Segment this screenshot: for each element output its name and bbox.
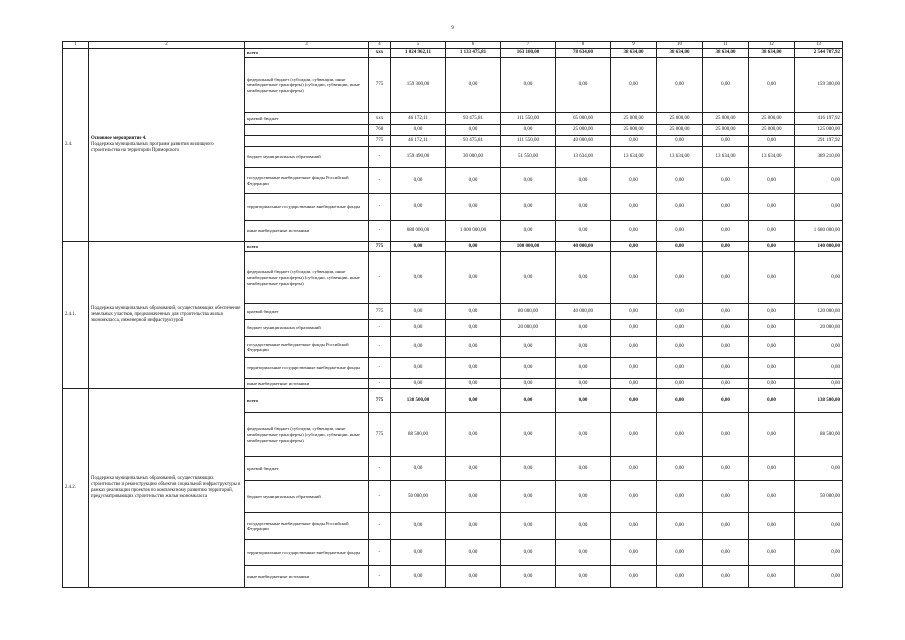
budget-code: - <box>369 379 391 389</box>
amount-cell: 0,00 <box>391 252 446 304</box>
amount-cell: 0,00 <box>391 304 446 320</box>
amount-cell: 0,00 <box>703 540 749 566</box>
amount-cell: 0,00 <box>556 252 611 304</box>
amount-cell: 291 197,92 <box>795 136 843 147</box>
amount-cell: 0,00 <box>501 513 556 540</box>
budget-code: 775 <box>369 304 391 320</box>
amount-cell: 0,00 <box>657 389 703 413</box>
amount-cell: 0,00 <box>749 168 795 194</box>
amount-cell: 0,00 <box>795 194 843 221</box>
amount-cell: 0,00 <box>391 540 446 566</box>
amount-cell: 0,00 <box>703 320 749 337</box>
funding-source: иные внебюджетные источники <box>245 566 369 588</box>
budget-code: ххх <box>369 113 391 125</box>
amount-cell: 159 490,00 <box>391 147 446 168</box>
amount-cell: 0,00 <box>703 389 749 413</box>
funding-source: федеральный бюджет (субсидии, субвенции, иные межбюджетные трансферты) (субсидии, субвенции, иные межбюджетные трансферты) <box>245 413 369 457</box>
amount-cell: 0,00 <box>749 252 795 304</box>
amount-cell: 0,00 <box>446 242 501 252</box>
amount-cell: 0,00 <box>611 242 657 252</box>
budget-code: - <box>369 566 391 588</box>
item-title-cell <box>89 48 245 241</box>
amount-cell: 120 000,00 <box>795 304 843 320</box>
budget-code: - <box>369 252 391 304</box>
amount-cell: 0,00 <box>501 125 556 136</box>
amount-cell: 0,00 <box>446 413 501 457</box>
funding-source <box>245 125 369 136</box>
amount-cell: 0,00 <box>446 513 501 540</box>
header-row <box>63 42 843 49</box>
column-number-6: 6 <box>446 42 501 49</box>
funding-source: иные внебюджетные источники <box>245 379 369 389</box>
item-title-cell <box>89 389 245 588</box>
funding-source: территориальные государственные внебюджетные фонды <box>245 358 369 379</box>
funding-source: территориальные государственные внебюджетные фонды <box>245 194 369 221</box>
amount-cell: 38 634,00 <box>657 48 703 57</box>
amount-cell: 0,00 <box>446 457 501 481</box>
amount-cell: 40 000,00 <box>556 136 611 147</box>
amount-cell: 0,00 <box>446 481 501 513</box>
amount-cell: 0,00 <box>657 513 703 540</box>
amount-cell: 0,00 <box>795 168 843 194</box>
amount-cell: 0,00 <box>501 540 556 566</box>
amount-cell: 0,00 <box>556 194 611 221</box>
amount-cell: 0,00 <box>749 358 795 379</box>
amount-cell: 0,00 <box>795 252 843 304</box>
amount-cell: 0,00 <box>611 413 657 457</box>
amount-cell: 0,00 <box>391 566 446 588</box>
budget-code: - <box>369 358 391 379</box>
amount-cell: 0,00 <box>501 337 556 358</box>
amount-cell: 0,00 <box>657 413 703 457</box>
amount-cell: 0,00 <box>703 194 749 221</box>
amount-cell: 0,00 <box>611 379 657 389</box>
amount-cell: 0,00 <box>501 481 556 513</box>
amount-cell: 0,00 <box>657 566 703 588</box>
amount-cell: 138 500,00 <box>391 389 446 413</box>
amount-cell: 0,00 <box>703 58 749 113</box>
budget-code: 775 <box>369 136 391 147</box>
funding-source: всего <box>245 242 369 252</box>
funding-source: бюджет муниципальных образований <box>245 147 369 168</box>
table-row <box>63 242 843 252</box>
amount-cell: 0,00 <box>501 221 556 242</box>
amount-cell: 20 000,00 <box>501 320 556 337</box>
amount-cell: 0,00 <box>501 58 556 113</box>
amount-cell: 25 000,00 <box>657 113 703 125</box>
amount-cell: 25 000,00 <box>703 125 749 136</box>
amount-cell: 0,00 <box>657 540 703 566</box>
column-number-8: 8 <box>556 42 611 49</box>
amount-cell: 0,00 <box>556 221 611 242</box>
funding-source: краевой бюджет <box>245 113 369 125</box>
amount-cell: 38 634,00 <box>611 48 657 57</box>
amount-cell: 46 172,11 <box>391 113 446 125</box>
item-title: Поддержка муниципальных образований, осуществляющих обеспечение земельных участков, предназначенных для строительства жилья экономкласса, инженерной инфраструктурой <box>91 306 241 324</box>
item-code: 2.4.2. <box>63 389 89 588</box>
amount-cell: 0,00 <box>446 379 501 389</box>
table-row <box>63 389 843 413</box>
item-title-cell <box>89 242 245 389</box>
amount-cell: 0,00 <box>749 413 795 457</box>
amount-cell: 0,00 <box>611 566 657 588</box>
amount-cell: 416 197,92 <box>795 113 843 125</box>
amount-cell: 1 000 000,00 <box>446 221 501 242</box>
budget-code: - <box>369 337 391 358</box>
amount-cell: 0,00 <box>749 337 795 358</box>
amount-cell: 25 000,00 <box>703 113 749 125</box>
amount-cell: 38 634,00 <box>749 48 795 57</box>
amount-cell: 93 475,81 <box>446 113 501 125</box>
amount-cell: 0,00 <box>703 379 749 389</box>
amount-cell: 0,00 <box>749 481 795 513</box>
amount-cell: 50 000,00 <box>391 481 446 513</box>
budget-code: - <box>369 147 391 168</box>
amount-cell: 0,00 <box>611 513 657 540</box>
amount-cell: 13 634,00 <box>556 147 611 168</box>
amount-cell: 0,00 <box>749 389 795 413</box>
amount-cell: 0,00 <box>657 358 703 379</box>
amount-cell: 0,00 <box>795 457 843 481</box>
amount-cell: 0,00 <box>657 136 703 147</box>
amount-cell: 0,00 <box>446 168 501 194</box>
amount-cell: 0,00 <box>446 540 501 566</box>
amount-cell: 159 300,00 <box>795 58 843 113</box>
amount-cell: 13 634,00 <box>749 147 795 168</box>
item-title: Поддержка муниципальных программ развития жилищного строительства на территории Приморского <box>91 142 214 154</box>
funding-source: всего <box>245 48 369 57</box>
budget-code: - <box>369 168 391 194</box>
amount-cell: 0,00 <box>703 457 749 481</box>
amount-cell: 25 000,00 <box>749 113 795 125</box>
amount-cell: 1 024 962,11 <box>391 48 446 57</box>
amount-cell: 1 133 475,81 <box>446 48 501 57</box>
amount-cell: 25 000,00 <box>611 125 657 136</box>
funding-source: территориальные государственные внебюджетные фонды <box>245 540 369 566</box>
funding-source: всего <box>245 389 369 413</box>
amount-cell: 0,00 <box>749 58 795 113</box>
amount-cell: 65 000,00 <box>556 113 611 125</box>
amount-cell: 40 000,00 <box>556 304 611 320</box>
column-number-7: 7 <box>501 42 556 49</box>
amount-cell: 0,00 <box>703 242 749 252</box>
amount-cell: 88 500,00 <box>795 413 843 457</box>
amount-cell: 0,00 <box>556 481 611 513</box>
amount-cell: 13 634,00 <box>657 147 703 168</box>
amount-cell: 0,00 <box>703 136 749 147</box>
amount-cell: 0,00 <box>446 194 501 221</box>
amount-cell: 0,00 <box>703 566 749 588</box>
amount-cell: 88 500,00 <box>391 413 446 457</box>
amount-cell: 0,00 <box>611 304 657 320</box>
amount-cell: 0,00 <box>657 168 703 194</box>
amount-cell: 0,00 <box>556 513 611 540</box>
amount-cell: 125 000,00 <box>795 125 843 136</box>
amount-cell: 0,00 <box>611 481 657 513</box>
amount-cell: 50 000,00 <box>795 481 843 513</box>
budget-code: - <box>369 513 391 540</box>
amount-cell: 0,00 <box>657 252 703 304</box>
amount-cell: 0,00 <box>556 58 611 113</box>
amount-cell: 40 000,00 <box>556 242 611 252</box>
amount-cell: 0,00 <box>391 320 446 337</box>
amount-cell: 0,00 <box>749 457 795 481</box>
amount-cell: 0,00 <box>703 337 749 358</box>
budget-table <box>62 41 843 588</box>
column-number-13: 13 <box>795 42 843 49</box>
amount-cell: 0,00 <box>657 337 703 358</box>
amount-cell: 13 634,00 <box>703 147 749 168</box>
page-number: 9 <box>451 26 454 31</box>
amount-cell: 0,00 <box>446 125 501 136</box>
amount-cell: 20 000,00 <box>795 320 843 337</box>
amount-cell: 25 000,00 <box>749 125 795 136</box>
budget-code: - <box>369 540 391 566</box>
amount-cell: 46 172,11 <box>391 136 446 147</box>
amount-cell: 0,00 <box>611 58 657 113</box>
item-title: Поддержка муниципальных образований, осуществляющих строительство и реконструкцию объектов социальной инфраструктуры в рамках реализации проектов по комплексному развитию территорий, предусматривающих строительство жилья экономкласса <box>91 476 241 500</box>
budget-code: 768 <box>369 125 391 136</box>
amount-cell: 13 634,00 <box>611 147 657 168</box>
amount-cell: 159 300,00 <box>391 58 446 113</box>
amount-cell: 0,00 <box>795 379 843 389</box>
budget-code: 775 <box>369 389 391 413</box>
amount-cell: 0,00 <box>501 358 556 379</box>
amount-cell: 0,00 <box>556 358 611 379</box>
amount-cell: 0,00 <box>703 252 749 304</box>
amount-cell: 0,00 <box>749 540 795 566</box>
amount-cell: 0,00 <box>749 320 795 337</box>
amount-cell: 0,00 <box>795 337 843 358</box>
amount-cell: 0,00 <box>391 457 446 481</box>
amount-cell: 2 544 707,92 <box>795 48 843 57</box>
amount-cell: 0,00 <box>611 320 657 337</box>
amount-cell: 0,00 <box>446 358 501 379</box>
amount-cell: 25 000,00 <box>657 125 703 136</box>
amount-cell: 0,00 <box>611 168 657 194</box>
amount-cell: 0,00 <box>703 358 749 379</box>
budget-code: - <box>369 481 391 513</box>
amount-cell: 0,00 <box>611 457 657 481</box>
amount-cell: 0,00 <box>391 125 446 136</box>
budget-code: ххх <box>369 48 391 57</box>
amount-cell: 80 000,00 <box>501 304 556 320</box>
funding-source: федеральный бюджет (субсидии, субвенции, иные межбюджетные трансферты) (субсидии, субвенции, иные межбюджетные трансферты) <box>245 58 369 113</box>
amount-cell: 0,00 <box>703 513 749 540</box>
column-number-1: 1 <box>63 42 89 49</box>
amount-cell: 0,00 <box>749 194 795 221</box>
amount-cell: 100 000,00 <box>501 242 556 252</box>
amount-cell: 0,00 <box>749 136 795 147</box>
amount-cell: 0,00 <box>703 413 749 457</box>
column-number-4: 4 <box>369 42 391 49</box>
amount-cell: 0,00 <box>501 168 556 194</box>
amount-cell: 0,00 <box>611 221 657 242</box>
amount-cell: 51 550,00 <box>501 147 556 168</box>
funding-source: краевой бюджет <box>245 304 369 320</box>
amount-cell: 0,00 <box>611 252 657 304</box>
amount-cell: 0,00 <box>556 413 611 457</box>
amount-cell: 0,00 <box>611 358 657 379</box>
amount-cell: 0,00 <box>391 513 446 540</box>
amount-cell: 0,00 <box>611 194 657 221</box>
amount-cell: 0,00 <box>556 168 611 194</box>
funding-source: федеральный бюджет (субсидии, субвенции, иные межбюджетные трансферты) (субсидии, субвенции, иные межбюджетные трансферты) <box>245 252 369 304</box>
budget-code: 775 <box>369 58 391 113</box>
funding-source: государственные внебюджетные фонды Российской Федерации <box>245 513 369 540</box>
amount-cell: 0,00 <box>556 389 611 413</box>
amount-cell: 111 550,00 <box>501 136 556 147</box>
item-code: 2.4. <box>63 48 89 241</box>
column-number-12: 12 <box>749 42 795 49</box>
amount-cell: 0,00 <box>657 221 703 242</box>
amount-cell: 0,00 <box>657 379 703 389</box>
funding-source: бюджет муниципальных образований <box>245 320 369 337</box>
amount-cell: 0,00 <box>391 242 446 252</box>
amount-cell: 25 000,00 <box>611 113 657 125</box>
amount-cell: 111 550,00 <box>501 113 556 125</box>
budget-code: - <box>369 194 391 221</box>
amount-cell: 0,00 <box>611 540 657 566</box>
amount-cell: 0,00 <box>657 304 703 320</box>
funding-source: краевой бюджет <box>245 457 369 481</box>
amount-cell: 0,00 <box>446 337 501 358</box>
funding-source: бюджет муниципальных образований <box>245 481 369 513</box>
amount-cell: 0,00 <box>501 413 556 457</box>
amount-cell: 0,00 <box>657 457 703 481</box>
amount-cell: 0,00 <box>611 337 657 358</box>
amount-cell: 0,00 <box>795 540 843 566</box>
amount-cell: 140 000,00 <box>795 242 843 252</box>
amount-cell: 389 210,00 <box>795 147 843 168</box>
table-row <box>63 48 843 57</box>
amount-cell: 0,00 <box>703 481 749 513</box>
amount-cell: 0,00 <box>703 221 749 242</box>
amount-cell: 0,00 <box>446 304 501 320</box>
amount-cell: 0,00 <box>446 320 501 337</box>
amount-cell: 138 500,00 <box>795 389 843 413</box>
amount-cell: 0,00 <box>391 358 446 379</box>
budget-code: - <box>369 457 391 481</box>
amount-cell: 0,00 <box>749 513 795 540</box>
amount-cell: 0,00 <box>446 566 501 588</box>
amount-cell: 163 100,00 <box>501 48 556 57</box>
column-number-10: 10 <box>657 42 703 49</box>
budget-code: 775 <box>369 242 391 252</box>
budget-code: 775 <box>369 413 391 457</box>
amount-cell: 0,00 <box>795 513 843 540</box>
amount-cell: 0,00 <box>749 304 795 320</box>
amount-cell: 0,00 <box>556 379 611 389</box>
amount-cell: 0,00 <box>391 168 446 194</box>
amount-cell: 0,00 <box>749 242 795 252</box>
amount-cell: 0,00 <box>657 320 703 337</box>
amount-cell: 0,00 <box>391 379 446 389</box>
column-number-5: 5 <box>391 42 446 49</box>
amount-cell: 0,00 <box>657 58 703 113</box>
amount-cell: 0,00 <box>749 221 795 242</box>
amount-cell: 0,00 <box>556 320 611 337</box>
amount-cell: 0,00 <box>749 379 795 389</box>
amount-cell: 0,00 <box>446 252 501 304</box>
amount-cell: 0,00 <box>446 58 501 113</box>
funding-source: государственные внебюджетные фонды Российской Федерации <box>245 168 369 194</box>
amount-cell: 0,00 <box>657 242 703 252</box>
amount-cell: 0,00 <box>657 481 703 513</box>
budget-code: - <box>369 221 391 242</box>
amount-cell: 0,00 <box>795 566 843 588</box>
item-heading: Основное мероприятие 4. <box>91 136 147 142</box>
amount-cell: 0,00 <box>501 389 556 413</box>
amount-cell: 0,00 <box>556 457 611 481</box>
amount-cell: 0,00 <box>501 566 556 588</box>
amount-cell: 0,00 <box>501 457 556 481</box>
amount-cell: 0,00 <box>611 136 657 147</box>
amount-cell: 0,00 <box>501 194 556 221</box>
funding-source <box>245 136 369 147</box>
column-number-9: 9 <box>611 42 657 49</box>
column-number-11: 11 <box>703 42 749 49</box>
amount-cell: 0,00 <box>556 566 611 588</box>
item-code: 2.4.1. <box>63 242 89 389</box>
amount-cell: 0,00 <box>657 194 703 221</box>
amount-cell: 78 634,00 <box>556 48 611 57</box>
amount-cell: 0,00 <box>703 168 749 194</box>
amount-cell: 0,00 <box>611 389 657 413</box>
amount-cell: 0,00 <box>446 389 501 413</box>
amount-cell: 0,00 <box>391 194 446 221</box>
budget-code: - <box>369 320 391 337</box>
amount-cell: 0,00 <box>556 337 611 358</box>
amount-cell: 0,00 <box>501 252 556 304</box>
amount-cell: 25 000,00 <box>556 125 611 136</box>
amount-cell: 0,00 <box>556 540 611 566</box>
column-number-3: 3 <box>245 42 369 49</box>
funding-source: государственные внебюджетные фонды Российской Федерации <box>245 337 369 358</box>
amount-cell: 680 000,00 <box>391 221 446 242</box>
amount-cell: 38 634,00 <box>703 48 749 57</box>
funding-source: иные внебюджетные источники <box>245 221 369 242</box>
amount-cell: 1 680 000,00 <box>795 221 843 242</box>
amount-cell: 93 475,81 <box>446 136 501 147</box>
amount-cell: 0,00 <box>703 304 749 320</box>
column-number-2: 2 <box>89 42 245 49</box>
amount-cell: 0,00 <box>391 337 446 358</box>
amount-cell: 0,00 <box>501 379 556 389</box>
amount-cell: 0,00 <box>749 566 795 588</box>
amount-cell: 30 000,00 <box>446 147 501 168</box>
amount-cell: 0,00 <box>795 358 843 379</box>
